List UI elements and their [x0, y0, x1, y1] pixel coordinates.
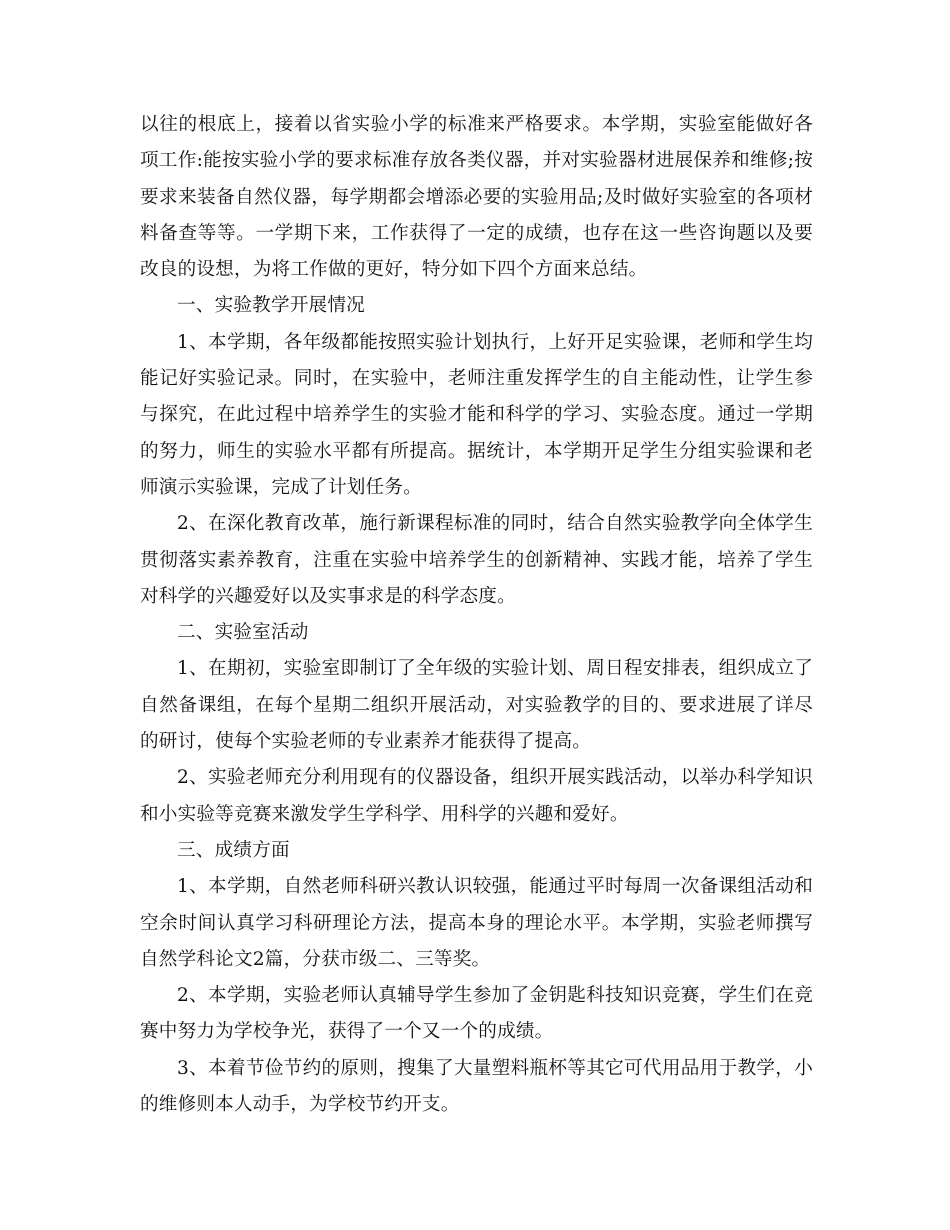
- intro-paragraph: 以往的根底上，接着以省实验小学的标准来严格要求。本学期，实验室能做好各项工作:能按实验小学的要求标准存放各类仪器，并对实验器材进展保养和维修;按要求来装备自然仪器，每学期都会增添必要的实验用品;及时做好实验室的各项材料备查等等。一学期下来，工作获得了一定的成绩，也存在这一些咨询题以及要改良的设想，为将工作做的更好，特分如下四个方面来总结。: [140, 114, 813, 281]
- document-page: [140, 107, 813, 1123]
- section-heading-2: 二、实验室活动: [177, 622, 309, 644]
- body-paragraph: 2、在深化教育改革，施行新课程标准的同时，结合自然实验教学向全体学生贯彻落实素养教育，注重在实验中培养学生的创新精神、实践才能，培养了学生对科学的兴趣爱好以及实事求是的科学态度。: [140, 513, 813, 607]
- body-paragraph: 1、在期初，实验室即制订了全年级的实验计划、周日程安排表，组织成立了自然备课组，在每个星期二组织开展活动，对实验教学的目的、要求进展了详尽的研讨，使每个实验老师的专业素养才能获得了提高。: [140, 658, 813, 753]
- body-paragraph: 2、本学期，实验老师认真辅导学生参加了金钥匙科技知识竞赛，学生们在竞赛中努力为学校争光，获得了一个又一个的成绩。: [140, 985, 813, 1043]
- body-paragraph: 1、本学期，各年级都能按照实验计划执行，上好开足实验课，老师和学生均能记好实验记录。同时，在实验中，老师注重发挥学生的自主能动性，让学生参与探究，在此过程中培养学生的实验才能和科学的学习、实验态度。通过一学期的努力，师生的实验水平都有所提高。据统计，本学期开足学生分组实验课和老师演示实验课，完成了计划任务。: [140, 331, 813, 498]
- section-heading-3: 三、成绩方面: [177, 839, 290, 861]
- body-paragraph: 2、实验老师充分利用现有的仪器设备，组织开展实践活动，以举办科学知识和小实验等竞赛来激发学生学科学、用科学的兴趣和爱好。: [140, 767, 813, 825]
- body-paragraph: 3、本着节俭节约的原则，搜集了大量塑料瓶杯等其它可代用品用于教学，小的维修则本人动手，为学校节约开支。: [140, 1057, 813, 1116]
- body-paragraph: 1、本学期，自然老师科研兴教认识较强，能通过平时每周一次备课组活动和空余时间认真学习科研理论方法，提高本身的理论水平。本学期，实验老师撰写自然学科论文2篇，分获市级二、三等奖。: [140, 876, 813, 970]
- section-heading-1: 一、实验教学开展情况: [177, 295, 365, 317]
